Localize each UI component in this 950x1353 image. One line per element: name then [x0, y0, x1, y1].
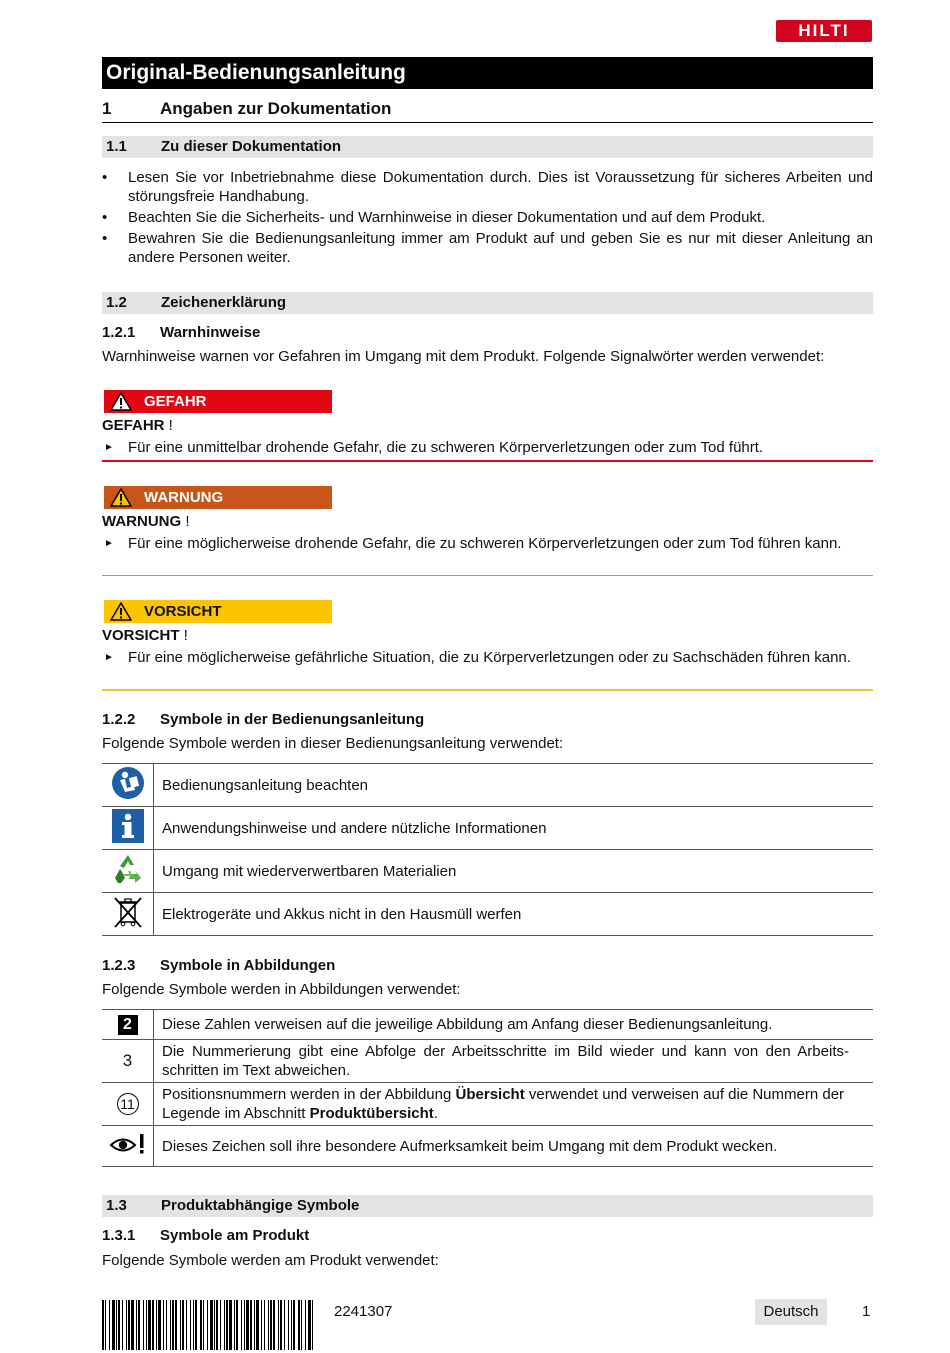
table-row	[102, 1010, 873, 1040]
read-manual-icon	[102, 764, 154, 807]
description-bold-text: Produktübersicht	[309, 1105, 434, 1122]
section-number: 1.2.3	[102, 957, 136, 974]
signal-word: WARNUNG	[102, 513, 182, 530]
product-symbols-intro: Folgende Symbole werden am Produkt verwendet:	[102, 1252, 439, 1269]
section-title: Zeichenerklärung	[161, 294, 287, 311]
arrow-bullet-icon: ►	[104, 538, 114, 549]
signal-word-suffix: !	[181, 513, 190, 530]
symbol-description: Elektrogeräte und Akkus nicht in den Hausmüll werfen	[154, 893, 874, 936]
list-item	[102, 229, 873, 267]
warnings-intro: Warnhinweise warnen vor Gefahren im Umgang mit dem Produkt. Folgende Signalwörter werden verwendet:	[102, 348, 825, 365]
section-1-heading	[102, 97, 873, 123]
figure-symbols-intro: Folgende Symbole werden in Abbildungen verwendet:	[102, 981, 461, 998]
table-row	[102, 807, 873, 850]
symbol-description	[154, 1083, 874, 1126]
hilti-logo: HILTI	[776, 20, 872, 42]
vorsicht-signal-label	[104, 600, 332, 623]
gefahr-rule	[102, 460, 873, 462]
table-row	[102, 893, 873, 936]
figure-symbols-table	[102, 1009, 873, 1167]
signal-word: VORSICHT	[102, 627, 180, 644]
section-title: Symbole am Produkt	[160, 1227, 310, 1244]
symbol-description: Bedienungsanleitung beachten	[154, 764, 874, 807]
step-number: 3	[122, 1051, 133, 1070]
section-1-3-1-heading	[102, 1226, 873, 1245]
list-item-text: Lesen Sie vor Inbetriebnahme diese Dokumentation durch. Dies ist Voraussetzung für sicheres Arbeiten und störungsfreie Handhabung.	[128, 169, 873, 205]
info-icon	[102, 807, 154, 850]
section-number: 1.1	[106, 138, 127, 155]
eye-attention-icon	[102, 1126, 154, 1167]
section-number: 1	[102, 99, 112, 118]
gefahr-description	[102, 438, 873, 457]
section-number: 1.3	[106, 1197, 127, 1214]
signal-label-text: GEFAHR	[144, 393, 207, 410]
description-text: Positionsnummern werden in der Abbildung	[162, 1086, 456, 1103]
signal-word: GEFAHR	[102, 417, 165, 434]
description-text: verwendet und verweisen auf die Nummern der Legende im Abschnitt	[162, 1086, 845, 1122]
symbol-description: Umgang mit wiederverwertbaren Materialien	[154, 850, 874, 893]
list-item	[102, 168, 873, 206]
warning-triangle-icon	[110, 392, 132, 411]
section-title: Angaben zur Dokumentation	[160, 99, 392, 118]
section-number: 1.3.1	[102, 1227, 136, 1244]
table-row	[102, 850, 873, 893]
manual-symbols-table	[102, 763, 873, 936]
table-row	[102, 1040, 873, 1083]
section-number: 1.2.1	[102, 324, 136, 341]
warnung-rule	[102, 575, 873, 576]
signal-word-suffix: !	[179, 627, 188, 644]
section-title: Symbole in Abbildungen	[160, 957, 336, 974]
documentation-bullet-list	[102, 168, 873, 269]
symbol-description: Diese Zahlen verweisen auf die jeweilige Abbildung am Anfang dieser Bedienungsanleitung.	[154, 1010, 874, 1040]
step-number-symbol	[102, 1040, 154, 1083]
section-1-1-heading	[102, 136, 873, 158]
position-number-symbol	[102, 1083, 154, 1126]
section-title: Symbole in der Bedienungsanleitung	[160, 711, 425, 728]
signal-label-text: VORSICHT	[144, 603, 222, 620]
manual-symbols-intro: Folgende Symbole werden in dieser Bedienungsanleitung verwendet:	[102, 735, 564, 752]
document-number: 2241307	[334, 1303, 393, 1320]
symbol-description: Die Nummerierung gibt eine Abfolge der Arbeitsschritte im Bild wieder und kann von den Arbeitsschritten im Text abweichen.	[154, 1040, 874, 1083]
vorsicht-signal-word	[102, 626, 873, 645]
section-title: Zu dieser Dokumentation	[161, 138, 342, 155]
figure-number-symbol	[102, 1010, 154, 1040]
arrow-bullet-icon: ►	[104, 442, 114, 453]
symbol-description: Dieses Zeichen soll ihre besondere Aufmerksamkeit beim Umgang mit dem Produkt wecken.	[154, 1126, 874, 1167]
bullet-icon: •	[102, 230, 108, 247]
description-text: Für eine unmittelbar drohende Gefahr, die zu schweren Körperverletzungen oder zum Tod führt.	[128, 439, 764, 456]
gefahr-signal-word	[102, 416, 873, 435]
description-text: Für eine möglicherweise drohende Gefahr, die zu schweren Körperverletzungen oder zum Tod führen kann.	[128, 535, 842, 552]
list-item-text: Bewahren Sie die Bedienungsanleitung immer am Produkt auf und geben Sie es nur mit dieser Anleitung an andere Personen weiter.	[128, 230, 873, 266]
description-text: Für eine möglicherweise gefährliche Situation, die zu Körperverletzungen oder zu Sachschäden führen kann.	[128, 649, 851, 666]
description-bold-text: Übersicht	[455, 1086, 525, 1103]
gefahr-signal-label	[104, 390, 332, 413]
bullet-icon: •	[102, 209, 108, 226]
recycle-icon	[102, 850, 154, 893]
vorsicht-description	[102, 648, 873, 667]
arrow-bullet-icon: ►	[104, 652, 114, 663]
warning-triangle-icon	[110, 488, 132, 507]
table-row	[102, 1126, 873, 1167]
section-number: 1.2	[106, 294, 127, 311]
table-row	[102, 1083, 873, 1126]
signal-label-text: WARNUNG	[144, 489, 224, 506]
warnung-description	[102, 534, 873, 553]
list-item	[102, 208, 873, 227]
page-number: 1	[862, 1303, 871, 1320]
table-row	[102, 764, 873, 807]
section-1-3-heading	[102, 1195, 873, 1217]
warning-triangle-icon	[110, 602, 132, 621]
language-label: Deutsch	[755, 1299, 827, 1325]
barcode-icon	[102, 1300, 314, 1350]
section-1-2-3-heading	[102, 956, 873, 975]
signal-word-suffix: !	[164, 417, 173, 434]
warnung-signal-label	[104, 486, 332, 509]
section-title: Produktabhängige Symbole	[161, 1197, 360, 1214]
position-number-circle: 11	[117, 1093, 139, 1115]
section-1-2-1-heading	[102, 323, 873, 342]
list-item-text: Beachten Sie die Sicherheits- und Warnhinweise in dieser Dokumentation und auf dem Produkt.	[128, 209, 766, 226]
warnung-signal-word	[102, 512, 873, 531]
section-number: 1.2.2	[102, 711, 136, 728]
crossed-bin-icon	[102, 893, 154, 936]
figure-number-badge: 2	[118, 1015, 138, 1035]
symbol-description: Anwendungshinweise und andere nützliche Informationen	[154, 807, 874, 850]
vorsicht-rule	[102, 689, 873, 691]
section-title: Warnhinweise	[160, 324, 261, 341]
section-1-2-heading	[102, 292, 873, 314]
bullet-icon: •	[102, 169, 108, 186]
document-title: Original-Bedienungsanleitung	[102, 57, 873, 89]
section-1-2-2-heading	[102, 710, 873, 729]
description-text: .	[433, 1105, 438, 1122]
